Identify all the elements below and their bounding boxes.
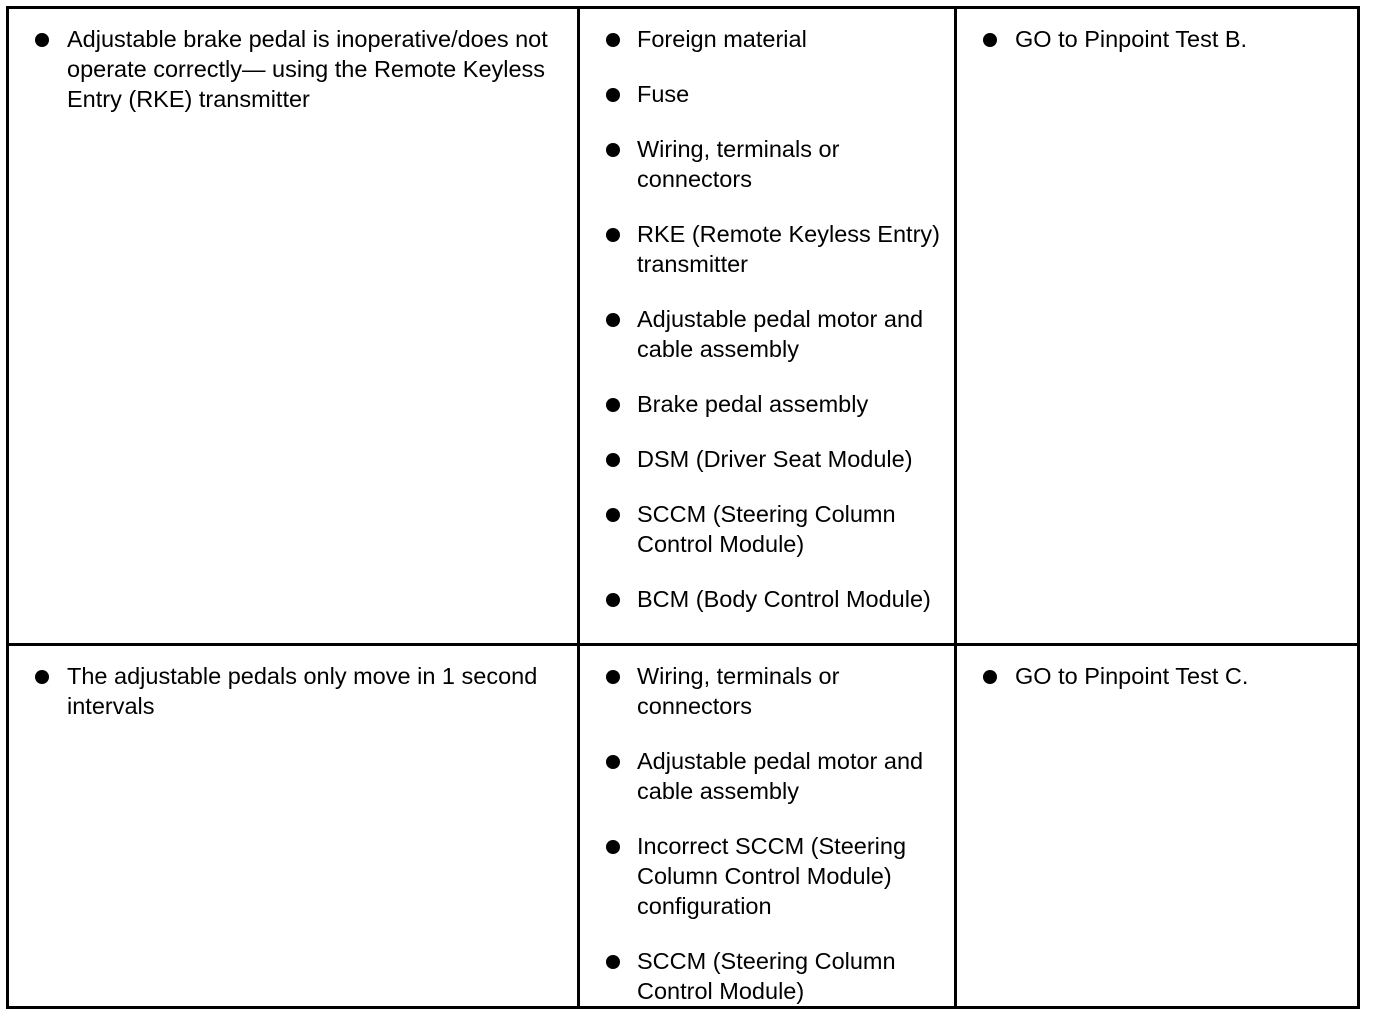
bullet-icon: [983, 670, 997, 684]
list-item: [580, 444, 954, 474]
bullet-icon: [606, 670, 620, 684]
bullet-icon: [983, 33, 997, 47]
bullet-icon: [606, 313, 620, 327]
bullet-icon: [606, 453, 620, 467]
source-text: Wiring, terminals or connectors: [637, 136, 840, 192]
list-item: [580, 24, 954, 54]
possible-source-cell: [579, 8, 956, 645]
bullet-icon: [35, 670, 49, 684]
bullet-icon: [606, 593, 620, 607]
bullet-icon: [606, 955, 620, 969]
list-item: [580, 499, 954, 559]
symptom-chart-table: [6, 6, 1360, 1009]
possible-source-cell: [579, 645, 956, 1008]
condition-item: [9, 661, 577, 721]
bullet-icon: [606, 840, 620, 854]
condition-text: The adjustable pedals only move in 1 second intervals: [67, 663, 538, 719]
source-text: SCCM (Steering Column Control Module): [637, 501, 896, 557]
source-text: BCM (Body Control Module): [637, 586, 931, 612]
table-row: [8, 8, 1359, 645]
source-text: Fuse: [637, 81, 690, 107]
action-cell: [956, 645, 1359, 1008]
list-item: [580, 661, 954, 721]
symptom-chart-page: [6, 6, 1357, 1006]
source-text: Adjustable pedal motor and cable assembly: [637, 306, 924, 362]
source-text: RKE (Remote Keyless Entry) transmitter: [637, 221, 940, 277]
condition-cell: [8, 645, 579, 1008]
source-text: DSM (Driver Seat Module): [637, 446, 913, 472]
list-item: [580, 219, 954, 279]
condition-item: [9, 24, 577, 114]
source-text: Brake pedal assembly: [637, 391, 869, 417]
list-item: [580, 584, 954, 614]
bullet-icon: [606, 33, 620, 47]
source-text: SCCM (Steering Column Control Module): [637, 948, 896, 1004]
bullet-icon: [606, 508, 620, 522]
list-item: [580, 389, 954, 419]
condition-text: Adjustable brake pedal is inoperative/does not operate correctly— using the Remote Keyless Entry (RKE) transmitter: [67, 26, 548, 112]
action-text: GO to Pinpoint Test C.: [1015, 663, 1249, 689]
bullet-icon: [606, 88, 620, 102]
list-item: [580, 746, 954, 806]
action-item: [957, 661, 1357, 691]
action-item: [957, 24, 1357, 54]
source-text: Foreign material: [637, 26, 807, 52]
source-text: Incorrect SCCM (Steering Column Control Module) configuration: [637, 833, 907, 919]
bullet-icon: [606, 143, 620, 157]
action-cell: [956, 8, 1359, 645]
bullet-icon: [606, 398, 620, 412]
source-text: Adjustable pedal motor and cable assembly: [637, 748, 924, 804]
table-row: [8, 645, 1359, 1008]
bullet-icon: [35, 33, 49, 47]
list-item: [580, 134, 954, 194]
list-item: [580, 831, 954, 921]
list-item: [580, 304, 954, 364]
list-item: [580, 946, 954, 1006]
source-text: Wiring, terminals or connectors: [637, 663, 840, 719]
condition-cell: [8, 8, 579, 645]
bullet-icon: [606, 755, 620, 769]
bullet-icon: [606, 228, 620, 242]
list-item: [580, 79, 954, 109]
action-text: GO to Pinpoint Test B.: [1015, 26, 1248, 52]
